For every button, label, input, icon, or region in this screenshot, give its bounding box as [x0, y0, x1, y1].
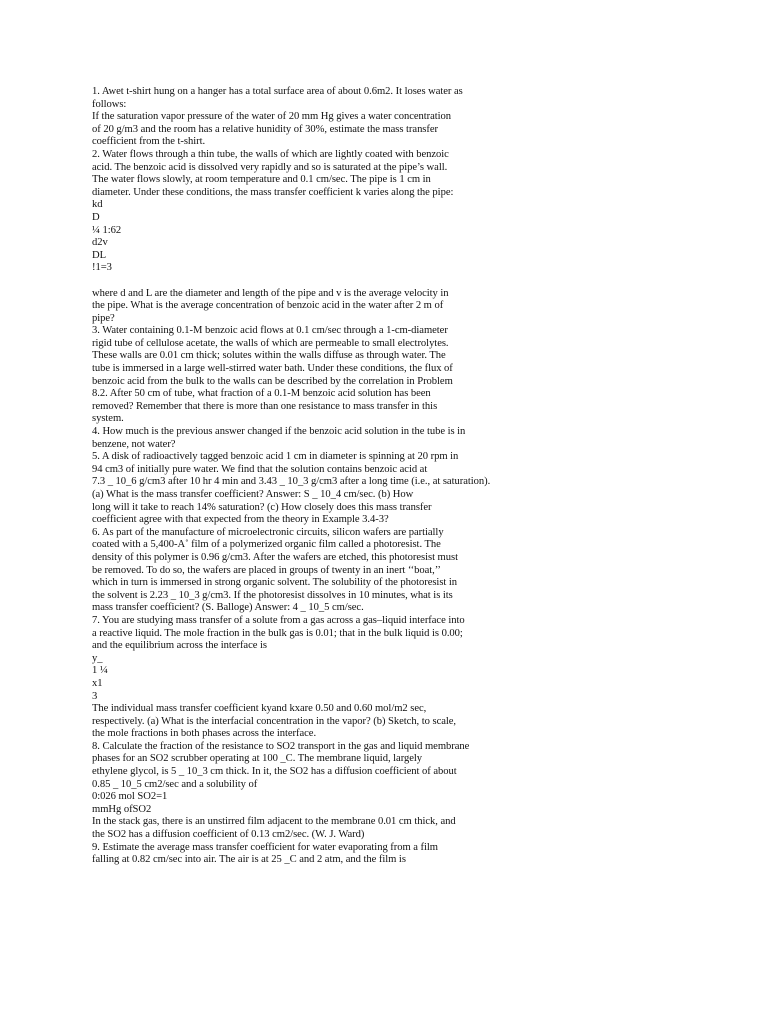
text-line: mass transfer coefficient? (S. Balloge) Answer: 4 _ 10_5 cm/sec.: [92, 602, 364, 614]
text-line: ethylene glycol, is 5 _ 10_3 cm thick. In it, the SO2 has a diffusion coefficient of about: [92, 766, 457, 778]
text-line: 1 ¼: [92, 665, 108, 677]
text-line: 94 cm3 of initially pure water. We find that the solution contains benzoic acid at: [92, 463, 428, 475]
text-line: coefficient from the t-shirt.: [92, 136, 206, 148]
text-line: x1: [92, 677, 103, 689]
text-line: a reactive liquid. The mole fraction in the bulk gas is 0.01; that in the bulk liquid is 0.00;: [92, 627, 463, 639]
text-line: 7.3 _ 10_6 g/cm3 after 10 hr 4 min and 3.43 _ 10_3 g/cm3 after a long time (i.e., at saturation).: [92, 476, 491, 488]
text-line: (a) What is the mass transfer coefficient? Answer: S _ 10_4 cm/sec. (b) How: [92, 489, 414, 500]
text-line: The individual mass transfer coefficient kyand kxare 0.50 and 0.60 mol/m2 sec,: [92, 703, 427, 715]
text-line: DL: [92, 249, 107, 261]
text-line: y_: [92, 652, 103, 664]
text-line: 2. Water flows through a thin tube, the walls of which are lightly coated with benzoic: [92, 148, 449, 160]
text-line: density of this polymer is 0.96 g/cm3. After the wafers are etched, this photoresist must: [92, 551, 458, 563]
document-body: [92, 86, 522, 867]
text-line: benzoic acid from the bulk to the walls can be described by the correlation in Problem: [92, 375, 453, 387]
text-line: If the saturation vapor pressure of the water of 20 mm Hg gives a water concentration: [92, 111, 452, 123]
text-line: 1. Awet t-shirt hung on a hanger has a total surface area of about 0.6m2. It loses water as: [92, 86, 463, 97]
text-line: D: [92, 211, 100, 223]
text-line: In the stack gas, there is an unstirred film adjacent to the membrane 0.01 cm thick, and: [92, 816, 456, 828]
text-line: which in turn is immersed in strong organic solvent. The solubility of the photoresist in: [92, 577, 458, 589]
text-line: pipe?: [92, 312, 115, 324]
text-line: benzene, not water?: [92, 438, 176, 450]
text-line: 7. You are studying mass transfer of a solute from a gas across a gas–liquid interface into: [92, 614, 465, 626]
text-line: the mole fractions in both phases across the interface.: [92, 728, 317, 740]
text-line: coefficient agree with that expected from the theory in Example 3.4-3?: [92, 514, 389, 526]
text-line: d2v: [92, 237, 108, 249]
text-line: coated with a 5,400-A˚ film of a polymerized organic film called a photoresist. The: [92, 539, 441, 551]
text-line: long will it take to reach 14% saturation? (c) How closely does this mass transfer: [92, 501, 432, 513]
text-line: 8. Calculate the fraction of the resistance to SO2 transport in the gas and liquid membrane: [92, 740, 470, 752]
text-line: phases for an SO2 scrubber operating at 100 _C. The membrane liquid, largely: [92, 753, 423, 765]
text-line: !1=3: [92, 262, 112, 274]
text-line: 5. A disk of radioactively tagged benzoic acid 1 cm in diameter is spinning at 20 rpm in: [92, 451, 459, 463]
text-line: system.: [92, 413, 124, 425]
text-line: falling at 0.82 cm/sec into air. The air is at 25 _C and 2 atm, and the film is: [92, 854, 406, 866]
text-line: mmHg ofSO2: [92, 803, 152, 815]
text-line: follows:: [92, 98, 127, 110]
text-line: diameter. Under these conditions, the mass transfer coefficient k varies along the pipe:: [92, 186, 454, 198]
text-line: and the equilibrium across the interface is: [92, 640, 267, 652]
text-line: 9. Estimate the average mass transfer coefficient for water evaporating from a film: [92, 841, 438, 853]
text-line: of 20 g/m3 and the room has a relative hunidity of 30%, estimate the mass transfer: [92, 123, 438, 135]
text-line: The water flows slowly, at room temperature and 0.1 cm/sec. The pipe is 1 cm in: [92, 174, 431, 186]
text-line: where d and L are the diameter and length of the pipe and v is the average velocity in: [92, 287, 449, 299]
text-line: 3: [92, 690, 98, 702]
text-line: These walls are 0.01 cm thick; solutes within the walls diffuse as through water. The: [92, 350, 446, 362]
text-line: 6. As part of the manufacture of microelectronic circuits, silicon wafers are partially: [92, 526, 444, 538]
text-line: 0.85 _ 10_5 cm2/sec and a solubility of: [92, 778, 258, 790]
text-line: 4. How much is the previous answer changed if the benzoic acid solution in the tube is in: [92, 426, 466, 438]
text-line: ¼ 1:62: [92, 224, 122, 236]
text-line: be removed. To do so, the wafers are placed in groups of twenty in an inert ‘‘boat,’’: [92, 564, 441, 576]
text-line: the solvent is 2.23 _ 10_3 g/cm3. If the photoresist dissolves in 10 minutes, what is its: [92, 589, 453, 601]
text-line: 0:026 mol SO2=1: [92, 791, 168, 803]
text-line: tube is immersed in a large well-stirred water bath. Under these conditions, the flux of: [92, 363, 453, 375]
text-line: 3. Water containing 0.1-M benzoic acid flows at 0.1 cm/sec through a 1-cm-diameter: [92, 325, 448, 337]
text-line: kd: [92, 199, 103, 211]
text-line: the SO2 has a diffusion coefficient of 0.13 cm2/sec. (W. J. Ward): [92, 829, 365, 841]
text-line: 8.2. After 50 cm of tube, what fraction of a 0.1-M benzoic acid solution has been: [92, 388, 431, 400]
text-line: rigid tube of cellulose acetate, the walls of which are permeable to small electrolytes.: [92, 337, 449, 349]
text-line: respectively. (a) What is the interfacial concentration in the vapor? (b) Sketch, to scale,: [92, 715, 457, 727]
text-line: acid. The benzoic acid is dissolved very rapidly and so is saturated at the pipe’s wall.: [92, 161, 448, 173]
text-line: the pipe. What is the average concentration of benzoic acid in the water after 2 m of: [92, 300, 444, 312]
text-line: removed? Remember that there is more than one resistance to mass transfer in this: [92, 400, 438, 412]
blank-line: [92, 275, 522, 288]
